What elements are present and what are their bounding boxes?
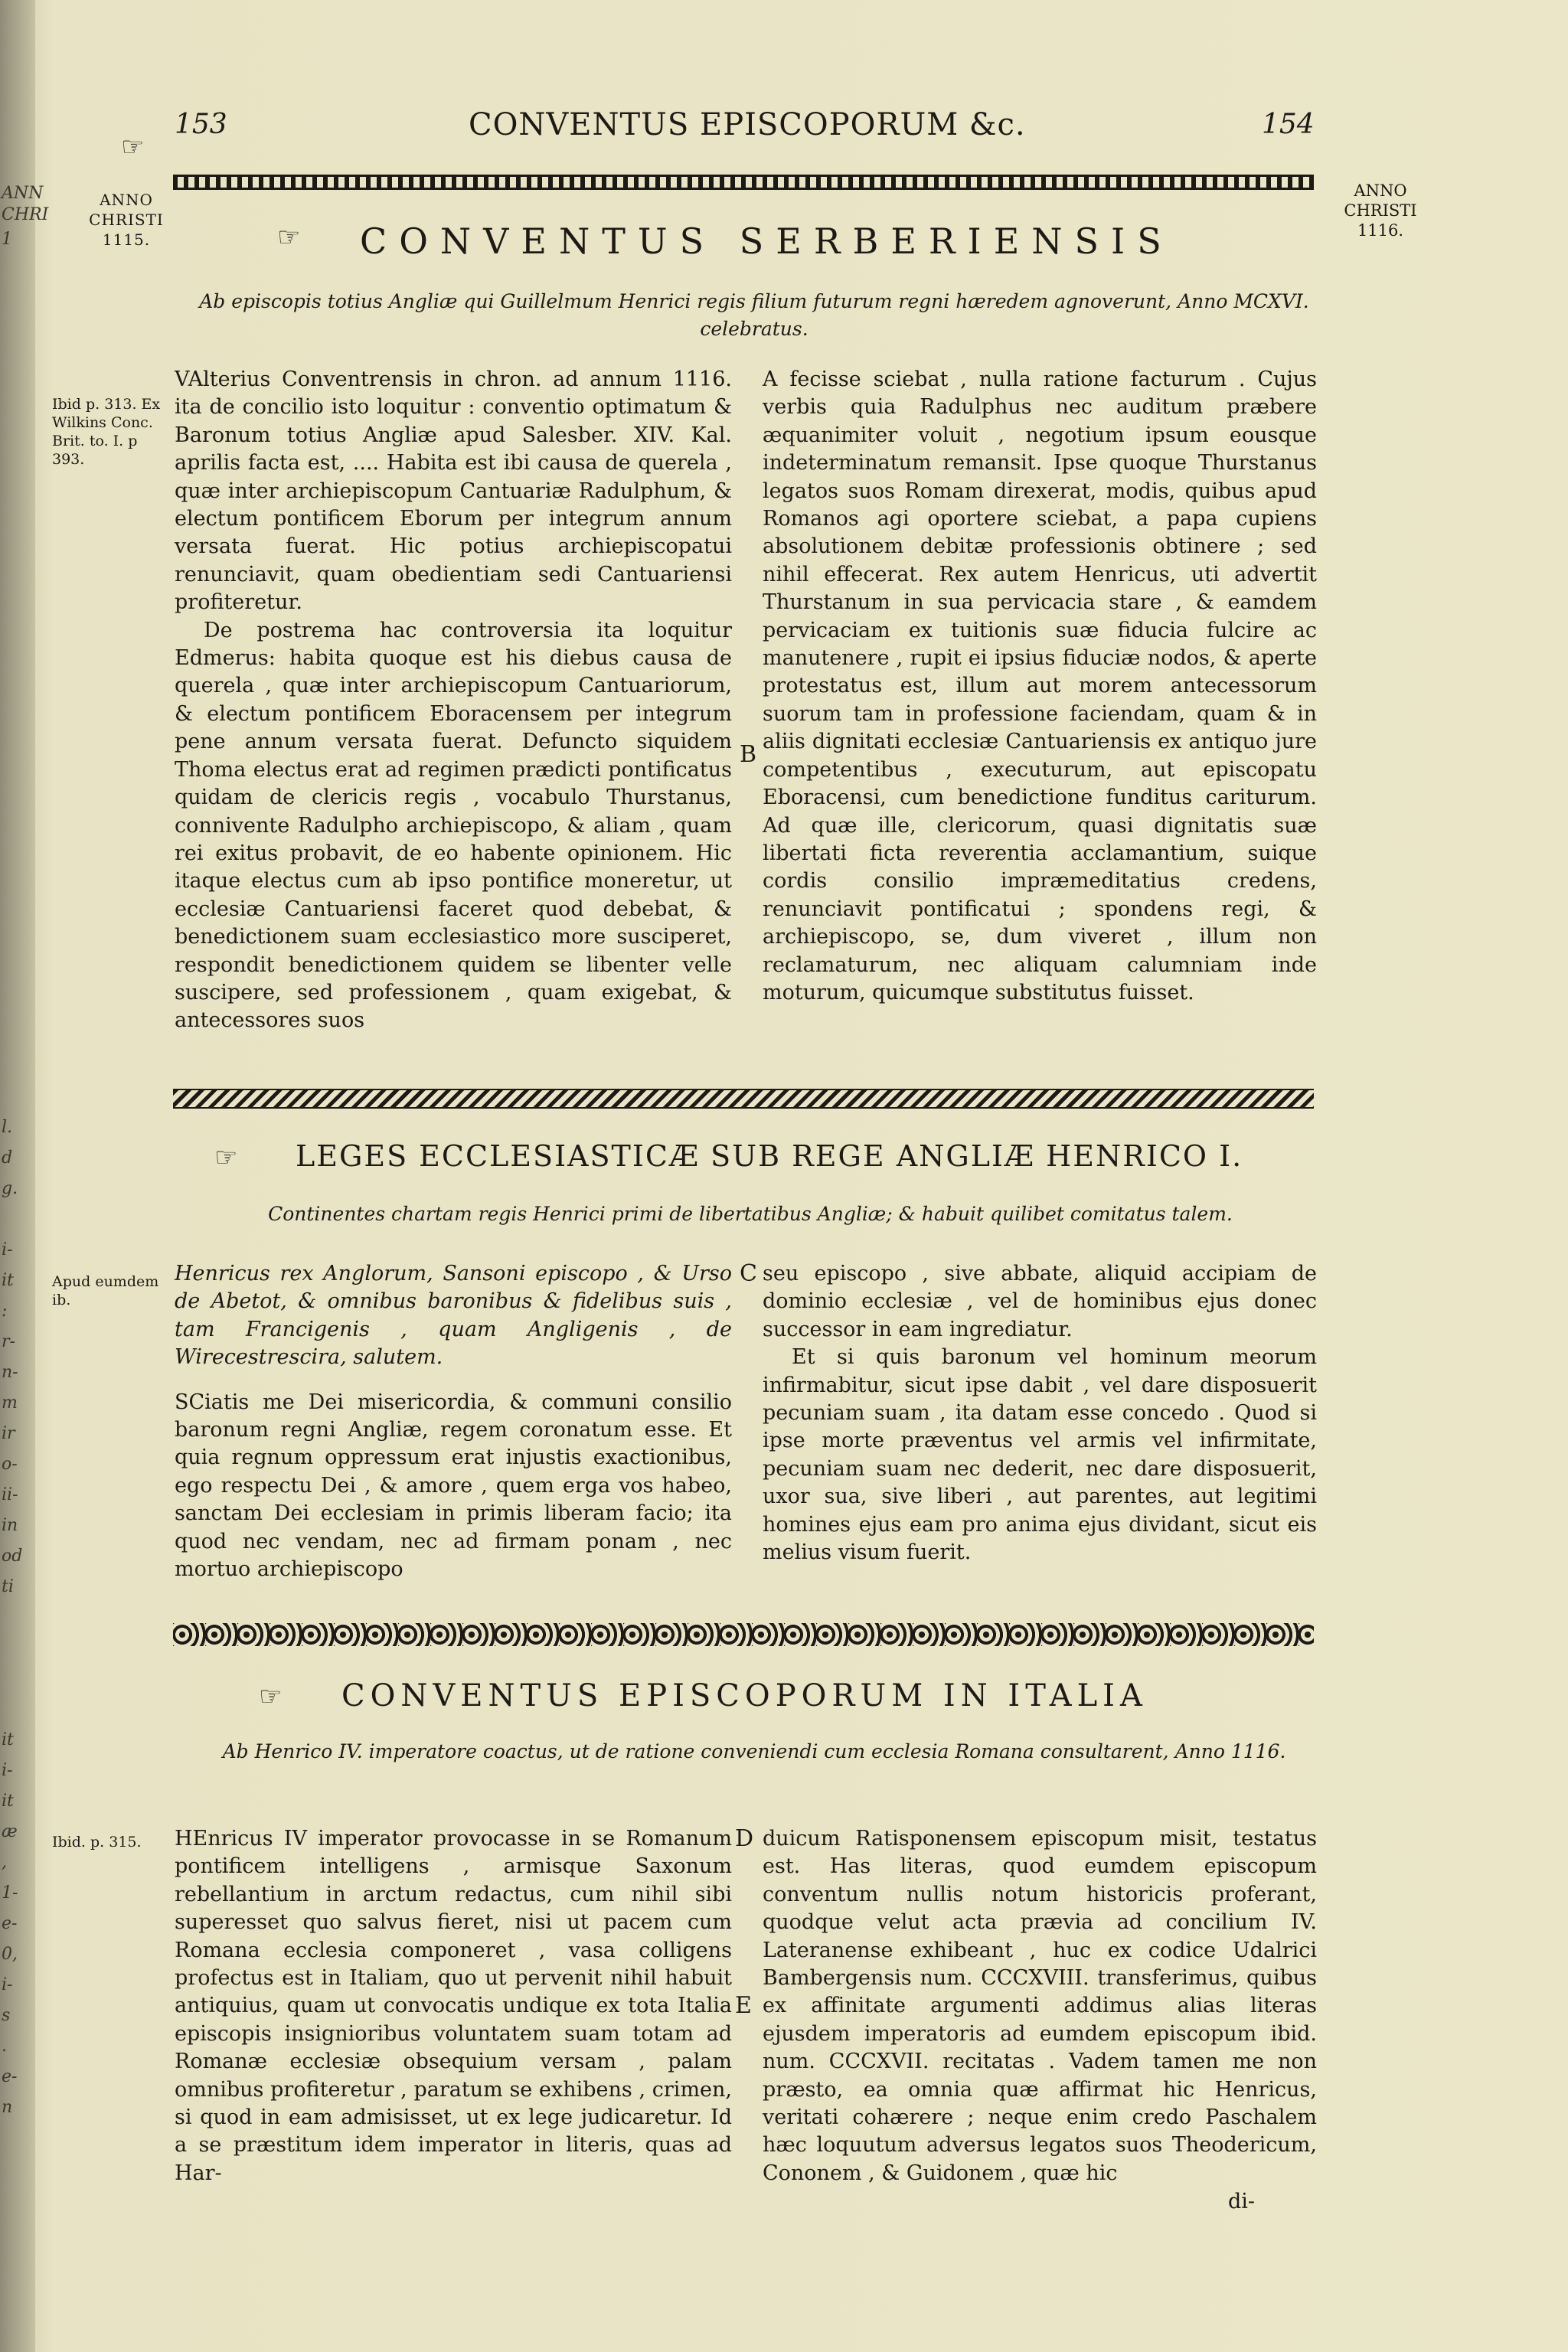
previous-page-fragments [0,0,49,2352]
edge-fragment: in [2,1516,18,1535]
anno-left: ANNO CHRISTI 1115. [89,191,164,249]
edge-fragment: CHRI [2,205,49,224]
edge-fragment: r- [2,1332,15,1351]
charter-salutation: Henricus rex Anglorum, Sansoni episcopo , & Urso de Abetot, & omnibus baronibus & fidelibus suis , tam Francigenis , quam Angligenis , de Wirecestrescira, salutem. [175,1262,732,1370]
section2-margin-note: Apud eumdem ib. [52,1273,159,1308]
right-page-number: 154 [1262,109,1315,140]
edge-fragment: 1- [2,1883,18,1903]
edge-fragment: ii- [2,1485,18,1504]
section3-left-para: HEnricus IV imperator provocasse in se Romanum pontificem intelligens , armisque Saxonum rebellantium in arctum redactus, cum nihil sibi superesset quo salvus fieret, nisi ut pacem cum Romana ecclesia componeret , vasa colligens profectus est in Italiam, quo ut pervenit nihil habuit antiquius, quam ut convocatis undique ex tota Italia episcopis insignioribus voluntatem suam totam ad Romanæ ecclesiæ obsequium versam , palam omnibus profiteretur , paratum se exhibens , crimen, si quod in eam admisisset, ut ex lege judicaretur. Id a se præstitum idem imperator in literis, quas ad Har- [175,1827,732,2185]
section3-title: CONVENTUS EPISCOPORUM IN ITALIA [341,1678,1148,1713]
running-title: CONVENTUS EPISCOPORUM &c. [469,107,1026,142]
edge-fragment: ir [2,1424,15,1443]
section3-margin-note: Ibid. p. 315. [52,1834,142,1851]
section1-title: CONVENTUS SERBERIENSIS [360,220,1174,262]
section1-left-para-1: VAlterius Conventrensis in chron. ad annum 1116. ita de concilio isto loquitur : conventio optimatum & Baronum totius Angliæ apud Salesber. XIV. Kal. aprilis facta est, .... Habita est ibi causa de querela , quæ inter archiepiscopum Cantuariæ Radulphum, & electum pontificem Eborum per integrum annum versata fuerat. Hic potius archiepiscopatui renunciavit, quam obedientiam sedi Cantuariensi profiteretur. [175,368,732,615]
edge-fragment: ANN [2,184,44,203]
edge-fragment: it [2,1792,14,1811]
catchword: di- [1228,2190,1256,2213]
pointing-hand-icon: ☞ [277,222,301,253]
section2-subtitle: Continentes chartam regis Henrici primi de libertatibus Angliæ; & habuit quilibet comitatus talem. [268,1203,1233,1225]
edge-fragment: o- [2,1455,18,1474]
edge-fragment: d [2,1148,13,1168]
section3-marker-d: D [735,1825,754,1852]
edge-fragment: od [2,1547,23,1566]
section3-right-column [763,1825,1317,2187]
header-ornament-rule [173,175,1314,190]
section-divider-rope [173,1089,1314,1109]
edge-fragment: it [2,1730,14,1749]
edge-fragment: m [2,1393,18,1413]
section3-right-para: duicum Ratisponensem episcopum misit, testatus est. Has literas, quod eumdem episcopum conventum nullis notum historicis proferant, quodque velut acta prævia ad concilium IV. Lateranense exhibeant , huc ex codice Udalrici Bambergensis num. CCCXVIII. transferimus, quibus ex affinitate argumenti addimus alias literas ejusdem imperatoris ad eumdem episcopum ibid. num. CCCXVII. recitatas . Vadem tamen me non præsto, ea omnia quæ affirmat hic Henricus, veritati cohærere ; neque enim credo Paschalem hæc loquutum adversus legatos suos Theodericum, Cononem , & Guidonem , quæ hic [763,1827,1317,2185]
charter-body: SCiatis me Dei misericordia, & communi consilio baronum regni Angliæ, regem coronatum esse. Et quia regnum oppressum erat injustis exactionibus, ego respectu Dei , & amore , quem erga vos habeo, sanctam Dei ecclesiam in primis liberam facio; ita quod nec vendam, nec ad firmam ponam , nec mortuo archiepiscopo [175,1390,732,1582]
section2-right-para-1: seu episcopo , sive abbate, aliquid accipiam de dominio ecclesiæ , vel de hominibus ejus donec successor in eam ingrediatur. [763,1262,1317,1341]
edge-fragment: i- [2,1975,13,1994]
section1-margin-note: Ibid p. 313. Ex Wilkins Conc. Brit. to. I. p 393. [52,396,161,468]
section1-marker: B [740,741,757,768]
edge-fragment: i- [2,1240,13,1259]
edge-fragment: it [2,1271,14,1290]
section2-right-para-2: Et si quis baronum vel hominum meorum infirmabitur, sicut ipse dabit , vel dare disposuerit pecuniam suam , ita datam esse concedo . Quod si ipse morte præventus vel armis vel infirmitate, pecuniam suam nec dederit, nec dare disposuerit, uxor sua, sive liberi , aut parentes, aut legitimi homines ejus eam pro anima ejus dividant, sicut eis melius visum fuerit. [763,1345,1317,1565]
section3-marker-e: E [735,1992,752,2019]
edge-fragment: ti [2,1577,14,1596]
section2-title: LEGES ECCLESIASTICÆ SUB REGE ANGLIÆ HENRICO I. [296,1139,1243,1173]
section1-subtitle: Ab episcopis totius Angliæ qui Guillelmum Henrici regis filium futurum regni hæredem agnoverunt, Anno MCXVI. celebratus. [199,290,1309,340]
section2-right-column [763,1260,1317,1566]
section1-left-para-2: De postrema hac controversia ita loquitur Edmerus: habita quoque est his diebus causa de querela , quæ inter archiepiscopum Cantuariorum, & electum pontificem Eboracensem per integrum pene annum versata fuerat. Defuncto siquidem Thoma electus erat ad regimen prædicti pontificatus quidam de clericis regis , vocabulo Thurstanus, connivente Radulpho archiepiscopo, & aliam , quam rei exitus probavit, de eo habente opinionem. Hic itaque electus cum ab ipso pontifice moneretur, ut ecclesiæ Cantuariensi faceret quod debebat, & benedictionem suam ecclesiastico more susciperet, respondit benedictionem quidem se libenter velle suscipere, sed professionem , quam exigebat, & antecessores suos [175,618,732,1033]
anno-right: ANNO CHRISTI 1116. [1344,181,1417,240]
edge-fragment: 0, [2,1945,18,1964]
edge-fragment: 1 [2,230,12,249]
edge-fragment: . [2,2037,7,2056]
edge-fragment: l. [2,1118,13,1137]
edge-fragment: s [2,2006,11,2025]
edge-fragment: i- [2,1761,13,1780]
section1-right-para: A fecisse sciebat , nulla ratione facturum . Cujus verbis quia Radulphus nec auditum præbere æquanimiter voluit , negotium ipsum eousque indeterminatum remansit. Ipse quoque Thurstanus legatos suos Romam direxerat, modis, quibus apud Romanos agi oportere sciebat, a papa cupiens absolutionem debitæ professionis obtinere ; sed nihil effecerat. Rex autem Henricus, uti advertit Thurstanum in sua pervicacia stare , & eamdem pervicaciam ex tuitionis suæ fiducia fulcire ac manutenere , rupit ei ipsius fiduciæ nodos, & aperte protestatus est, illum aut morem antecessorum suorum tam in professione faciendam, quam & in aliis dignitati ecclesiæ Cantuariensis ex antiquo jure competentibus , executurum, aut episcopatu Eboracensi, cum benedictione funditus cariturum. Ad quæ ille, clericorum, quasi dignitatis suæ libertati ficta reverentia acclamantium, suique cordis consilio impræmeditatius credens, renunciavit pontificatui ; spondens regi, & archiepiscopo, se, dum viveret , illum non reclamaturum, nec aliquam calumniam inde moturum, quicumque substitutus fuisset. [763,368,1317,1004]
edge-fragment: , [2,1853,7,1872]
edge-fragment: n [2,2098,13,2117]
section2-marker: C [740,1260,757,1287]
section3-subtitle: Ab Henrico IV. imperatore coactus, ut de ratione conveniendi cum ecclesia Romana consultarent, Anno 1116. [222,1740,1286,1762]
section1-left-column [175,366,732,1035]
section2-left-column [175,1260,732,1583]
section3-left-column [175,1825,732,2187]
edge-fragment: n- [2,1363,18,1382]
pointing-hand-icon: ☞ [214,1142,238,1173]
edge-fragment: æ [2,1822,18,1841]
edge-fragment: : [2,1302,8,1321]
section1-right-column [763,366,1317,1007]
left-page-number: 153 [175,109,227,140]
pointing-hand-icon: ☞ [259,1681,283,1712]
section-divider-scroll [173,1623,1314,1646]
edge-fragment: e- [2,2067,18,2086]
edge-fragment: e- [2,1914,18,1933]
edge-fragment: g. [2,1179,18,1198]
pointing-hand-icon: ☞ [121,132,145,162]
